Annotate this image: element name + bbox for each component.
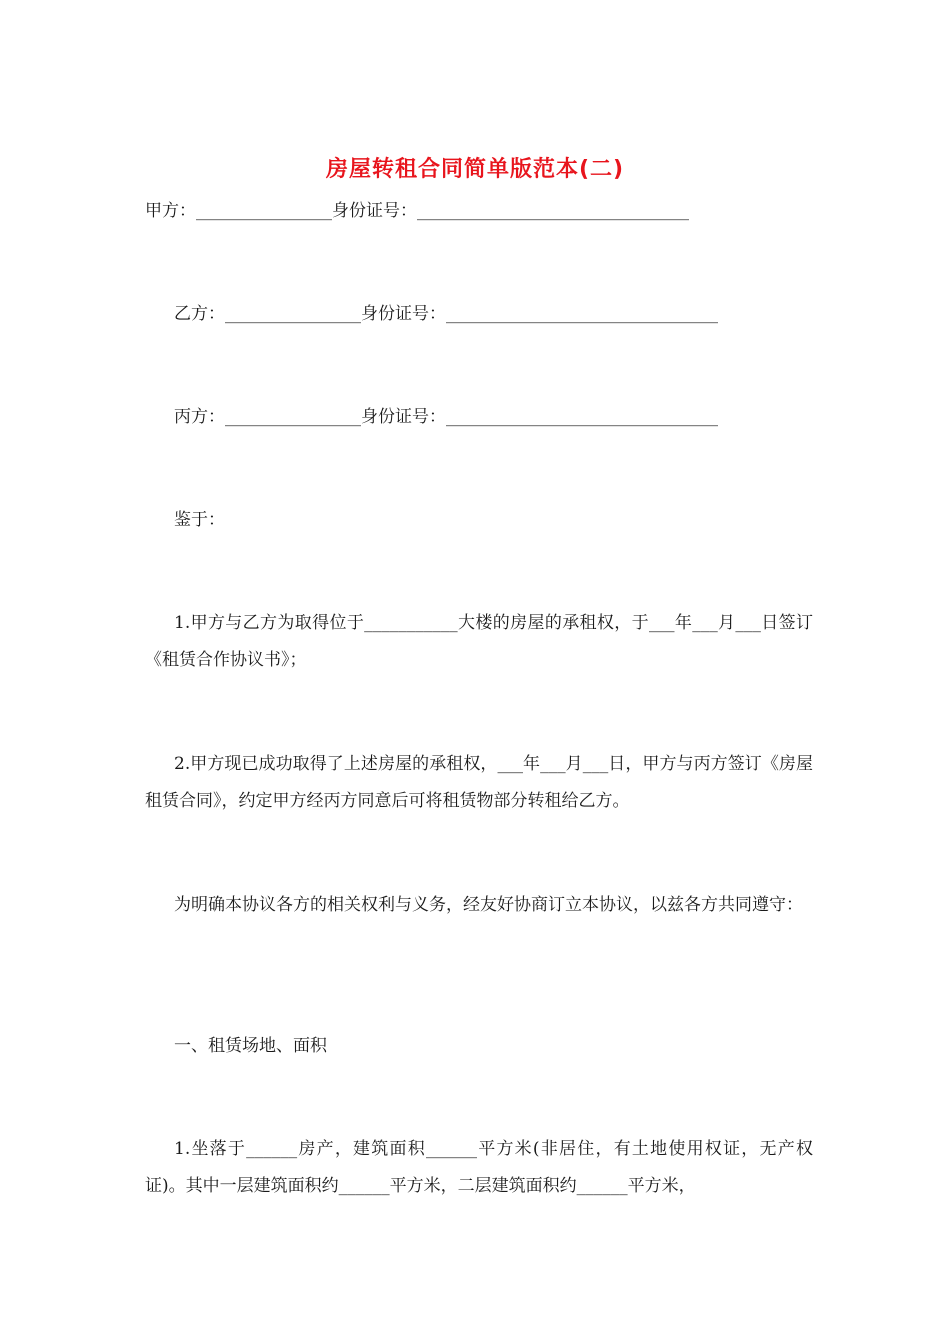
whereas-item-1: 1.甲方与乙方为取得位于___________大楼的房屋的承租权，于___年___月___日签订《租赁合作协议书》； — [145, 613, 813, 670]
party-a-line: 甲方：________________身份证号：________________________________ — [145, 201, 689, 221]
section-1-item-1: 1.坐落于______房产，建筑面积______平方米(非居住，有土地使用权证，无产权证)。其中一层建筑面积约______平方米，二层建筑面积约______平方米， — [145, 1139, 813, 1196]
purpose-paragraph: 为明确本协议各方的相关权利与义务，经友好协商订立本协议，以兹各方共同遵守： — [174, 895, 803, 915]
section-1-heading: 一、租赁场地、面积 — [174, 1036, 327, 1056]
party-c-line: 丙方：________________身份证号：________________________________ — [174, 407, 718, 427]
whereas-item-2: 2.甲方现已成功取得了上述房屋的承租权，___年___月___日，甲方与丙方签订《房屋租赁合同》，约定甲方经丙方同意后可将租赁物部分转租给乙方。 — [145, 754, 813, 811]
document-title: 房屋转租合同简单版范本(二) — [325, 157, 625, 182]
whereas-label: 鉴于： — [174, 510, 225, 530]
party-b-line: 乙方：________________身份证号：________________________________ — [174, 304, 718, 324]
